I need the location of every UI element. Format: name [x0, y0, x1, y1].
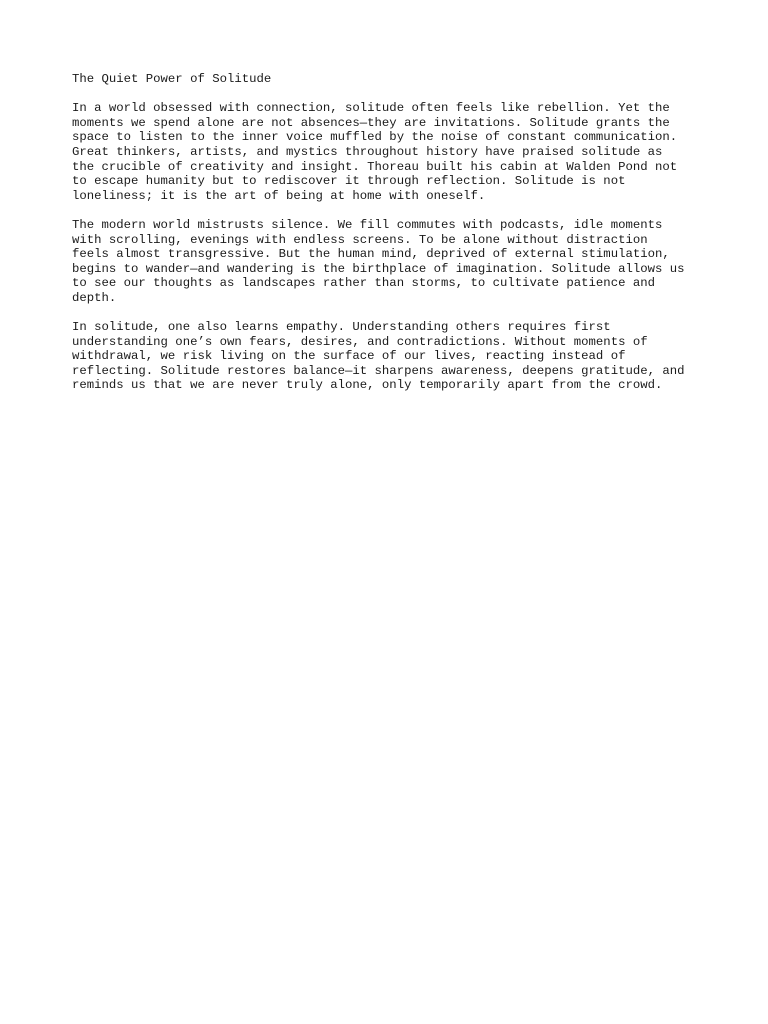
paragraph-line: In a world obsessed with connection, solitude often feels like rebellion. Yet the — [72, 101, 670, 116]
paragraph-line: loneliness; it is the art of being at home with oneself. — [72, 188, 486, 203]
paragraph-line: Great thinkers, artists, and mystics throughout history have praised solitude as — [72, 144, 663, 159]
document-page — [72, 72, 712, 408]
paragraph-line: understanding one’s own fears, desires, and contradictions. Without moments of — [72, 334, 648, 349]
document-title: The Quiet Power of Solitude — [72, 72, 272, 86]
paragraph-1 — [72, 101, 712, 203]
paragraph-line: depth. — [72, 290, 117, 305]
paragraph-line: reflecting. Solitude restores balance—it sharpens awareness, deepens gratitude, and — [72, 363, 685, 378]
paragraph-line: feels almost transgressive. But the human mind, deprived of external stimulation, — [72, 247, 670, 262]
paragraph-line: The modern world mistrusts silence. We fill commutes with podcasts, idle moments — [72, 217, 663, 232]
paragraph-line: moments we spend alone are not absences—they are invitations. Solitude grants the — [72, 115, 670, 130]
paragraph-line: begins to wander—and wandering is the birthplace of imagination. Solitude allows us — [72, 261, 685, 276]
paragraph-line: to escape humanity but to rediscover it through reflection. Solitude is not — [72, 174, 626, 189]
paragraph-2 — [72, 218, 712, 306]
paragraph-line: with scrolling, evenings with endless screens. To be alone without distraction — [72, 232, 648, 247]
paragraph-line: space to listen to the inner voice muffled by the noise of constant communication. — [72, 130, 678, 145]
paragraph-line: to see our thoughts as landscapes rather than storms, to cultivate patience and — [72, 276, 655, 291]
paragraph-line: reminds us that we are never truly alone, only temporarily apart from the crowd. — [72, 378, 663, 393]
paragraph-line: withdrawal, we risk living on the surface of our lives, reacting instead of — [72, 349, 626, 364]
paragraph-line: In solitude, one also learns empathy. Understanding others requires first — [72, 320, 611, 335]
paragraph-line: the crucible of creativity and insight. Thoreau built his cabin at Walden Pond not — [72, 159, 678, 174]
paragraph-3 — [72, 320, 712, 393]
